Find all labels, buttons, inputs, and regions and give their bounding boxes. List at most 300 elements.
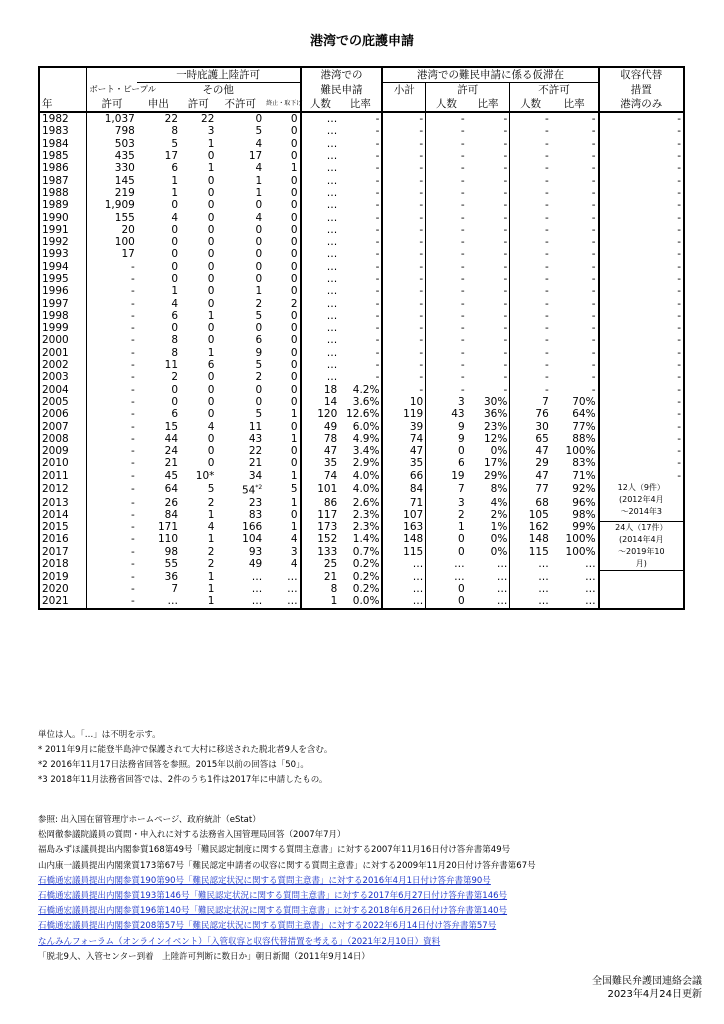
year-cell: 1982	[39, 112, 87, 125]
footnote-mark: *2	[255, 483, 263, 491]
table-cell: 22	[248, 445, 263, 458]
table-cell: -	[375, 162, 380, 175]
table-cell: 4.2%	[352, 383, 380, 396]
table-cell: 98	[164, 545, 179, 558]
table-cell: -	[591, 174, 596, 187]
table-cell: 8	[171, 125, 179, 138]
year-cell: 2001	[39, 347, 87, 359]
year-cell: 1983	[39, 125, 87, 137]
table-cell: 84	[164, 508, 179, 521]
table-cell: -	[87, 470, 137, 482]
table-cell: -	[591, 150, 596, 163]
table-cell: 14	[301, 396, 340, 408]
table-cell: …	[301, 273, 340, 285]
table-cell: -	[382, 174, 425, 186]
table-cell: -	[87, 347, 137, 359]
table-cell: 0.2%	[352, 558, 380, 571]
table-cell: -	[87, 457, 137, 469]
table-cell: -	[375, 309, 380, 322]
table-cell: 3.4%	[352, 445, 380, 458]
table-row	[39, 470, 684, 482]
table-cell: 4.9%	[352, 432, 380, 445]
table-cell: -	[503, 199, 508, 212]
table-row	[39, 496, 684, 508]
table-cell: 163	[382, 521, 425, 533]
table-cell: 1	[207, 309, 215, 322]
table-cell: 25	[301, 558, 340, 570]
table-cell: -	[426, 236, 467, 248]
table-cell: 74	[301, 470, 340, 482]
table-cell: 22	[164, 113, 179, 126]
table-cell: …	[301, 199, 340, 211]
year-cell: 1990	[39, 211, 87, 223]
table-cell: -	[375, 125, 380, 138]
table-cell: 0	[207, 273, 215, 285]
table-cell: 7	[510, 396, 551, 408]
table-cell: -	[599, 174, 684, 186]
table-cell: 49	[301, 420, 340, 432]
table-cell: 5	[255, 309, 263, 322]
table-cell: -	[87, 521, 137, 533]
table-cell: 36	[164, 570, 179, 583]
table-cell: -	[382, 310, 425, 322]
table-cell: -	[599, 112, 684, 125]
table-row	[39, 533, 684, 545]
table-cell: 45	[164, 469, 179, 482]
table-cell: -	[503, 236, 508, 249]
table-cell: -	[503, 125, 508, 138]
table-cell: 0	[207, 371, 215, 384]
table-cell: 1	[255, 174, 263, 187]
table-cell: 1	[180, 595, 216, 608]
table-row	[39, 322, 684, 334]
table-cell: 4	[290, 533, 298, 546]
header-blank	[87, 67, 137, 83]
year-cell: 1993	[39, 248, 87, 260]
year-cell: 2009	[39, 445, 87, 457]
year-header-top	[39, 67, 87, 83]
table-cell: -	[591, 137, 596, 150]
table-cell: 6	[171, 162, 179, 175]
table-cell: -	[426, 297, 467, 309]
table-cell: 8%	[490, 483, 508, 496]
table-cell: 4%	[490, 496, 508, 509]
table-cell: 1	[255, 186, 263, 199]
table-cell: 0	[171, 236, 179, 249]
table-cell: 0	[207, 260, 215, 273]
table-row	[39, 150, 684, 162]
table-cell: 4	[255, 211, 263, 224]
year-cell: 2006	[39, 408, 87, 420]
table-cell: -	[599, 384, 684, 396]
year-cell: 2015	[39, 521, 87, 533]
table-cell: -	[510, 125, 551, 137]
year-cell: 1988	[39, 187, 87, 199]
table-cell: 0	[207, 395, 215, 408]
alt-note-line: (2012年4月	[619, 494, 664, 504]
table-cell: 26	[164, 496, 179, 509]
table-cell: …	[467, 595, 510, 608]
table-cell: 0	[290, 457, 298, 470]
year-cell: 1989	[39, 199, 87, 211]
table-cell: -	[426, 359, 467, 371]
table-cell: …	[301, 211, 340, 223]
reference-link[interactable]: なんみんフォーラム（オンラインイベント）「入管収容と収容代替措置を考える」（2021年2月10日）資料	[38, 936, 441, 947]
table-cell: 77%	[572, 420, 596, 433]
year-cell: 2007	[39, 420, 87, 432]
table-cell: 1	[290, 496, 298, 509]
table-row	[39, 482, 684, 497]
table-row	[39, 457, 684, 469]
table-cell: -	[503, 359, 508, 372]
granted-header: 許可	[180, 97, 216, 112]
table-row	[39, 125, 684, 137]
port-refugee-header: 港湾での	[301, 67, 383, 83]
table-cell: 1,037	[87, 112, 137, 125]
table-cell: -	[591, 211, 596, 224]
year-cell: 1991	[39, 224, 87, 236]
table-cell: …	[251, 570, 263, 583]
table-cell: 2	[290, 297, 298, 310]
table-cell: 2	[255, 297, 263, 310]
table-cell: 0	[255, 223, 263, 236]
table-cell: …	[301, 322, 340, 334]
table-cell: -	[510, 273, 551, 285]
table-cell: -	[426, 150, 467, 162]
table-cell: -	[87, 558, 137, 570]
table-cell: 166	[242, 521, 263, 534]
table-row	[39, 371, 684, 383]
table-cell: -	[426, 322, 467, 334]
table-row	[39, 248, 684, 260]
table-row	[39, 583, 684, 595]
table-cell: 7	[171, 583, 179, 596]
year-cell: 1986	[39, 162, 87, 174]
alt-measure-header: 収容代替	[599, 67, 684, 83]
table-cell: 105	[510, 509, 551, 521]
table-cell: 0	[290, 334, 298, 347]
table-cell: -	[599, 297, 684, 309]
page-title: 港湾での庇護申請	[309, 34, 414, 49]
table-cell: …	[496, 570, 508, 583]
year-cell: 2012	[39, 482, 87, 497]
table-cell: -	[510, 371, 551, 383]
temp-landing-header: 一時庇護上陸許可	[137, 67, 301, 83]
table-cell: 0	[290, 223, 298, 236]
table-cell: 117	[301, 509, 340, 521]
footer	[592, 975, 702, 1001]
table-cell: 1	[207, 508, 215, 521]
table-cell: 0	[290, 260, 298, 273]
table-cell: 0	[290, 508, 298, 521]
table-cell: 99%	[572, 521, 596, 534]
table-cell: -	[510, 285, 551, 297]
table-cell: 4.0%	[352, 483, 380, 496]
table-cell: -	[87, 297, 137, 309]
table-cell: -	[375, 273, 380, 285]
table-cell: 0	[171, 383, 179, 396]
table-cell: 0	[290, 236, 298, 249]
table-cell: 0	[255, 273, 263, 285]
table-cell: 6	[255, 334, 263, 347]
table-cell: -	[503, 174, 508, 187]
table-cell: 3	[290, 545, 298, 558]
table-row	[39, 420, 684, 432]
table-cell: 2.3%	[352, 508, 380, 521]
table-cell: -	[591, 285, 596, 298]
table-cell: 47	[301, 445, 340, 457]
table-cell: -	[382, 199, 425, 211]
table-cell: -	[382, 347, 425, 359]
table-cell: 4	[255, 137, 263, 150]
table-cell: 66	[382, 470, 425, 482]
denied-header: 不許可	[216, 97, 264, 112]
table-cell: 0	[171, 248, 179, 261]
apply-header: 申出	[137, 97, 180, 112]
year-cell: 2005	[39, 396, 87, 408]
table-cell: 100%	[565, 545, 596, 558]
table-cell: -	[599, 334, 684, 346]
table-cell: 18	[301, 384, 340, 396]
table-cell: 0	[207, 383, 215, 396]
table-row	[39, 211, 684, 223]
table-cell: …	[264, 595, 300, 608]
table-cell: -	[599, 187, 684, 199]
references	[38, 813, 698, 965]
table-cell: -	[426, 310, 467, 322]
table-cell: 1	[207, 583, 215, 596]
table-cell: -	[510, 236, 551, 248]
table-cell: -	[87, 261, 137, 273]
table-cell: -	[382, 138, 425, 150]
year-cell: 2017	[39, 546, 87, 558]
table-row	[39, 261, 684, 273]
table-cell: …	[301, 310, 340, 322]
table-cell: -	[375, 199, 380, 212]
table-cell: 5	[207, 483, 215, 496]
table-cell: 83%	[572, 457, 596, 470]
table-cell: 435	[87, 150, 137, 162]
note-line: *3 2018年11月法務省回答では、2件のうち1件は2017年に申請したもの。	[38, 775, 328, 785]
table-cell: 1	[171, 285, 179, 298]
table-cell: …	[301, 285, 340, 297]
table-cell: 0	[290, 445, 298, 458]
table-cell: -	[426, 334, 467, 346]
table-cell: -	[503, 223, 508, 236]
table-cell: -	[87, 384, 137, 396]
table-cell: 4	[207, 521, 215, 534]
table-cell: 0	[171, 260, 179, 273]
table-cell: -	[426, 112, 467, 125]
denied-count-header: 人数	[510, 97, 551, 112]
table-cell: -	[599, 347, 684, 359]
table-cell: -	[87, 420, 137, 432]
table-cell: -	[426, 211, 467, 223]
reference-link[interactable]: 石橋通宏議員提出内閣参質196第140号「難民認定状況に関する質問主意書」に対する2018年6月26日付け答弁書第140号	[38, 906, 508, 917]
table-cell: -	[426, 138, 467, 150]
table-row	[39, 546, 684, 558]
year-cell: 2002	[39, 359, 87, 371]
table-cell: -	[503, 334, 508, 347]
table-cell: -	[375, 260, 380, 273]
table-cell: 10*	[195, 469, 215, 482]
table-cell: 47	[510, 470, 551, 482]
table-cell: -	[375, 113, 380, 126]
port-only-header: 港湾のみ	[599, 97, 684, 112]
table-cell: 1	[207, 162, 215, 175]
table-cell: 1	[207, 570, 215, 583]
table-cell: …	[510, 595, 551, 608]
table-cell: -	[591, 309, 596, 322]
table-cell: -	[599, 199, 684, 211]
table-cell: -	[591, 223, 596, 236]
table-cell: …	[301, 187, 340, 199]
table-cell: -	[510, 138, 551, 150]
table-cell: -	[510, 310, 551, 322]
table-row	[39, 445, 684, 457]
table-cell: 20	[87, 224, 137, 236]
table-cell: 2	[426, 509, 467, 521]
table-cell: 64%	[572, 408, 596, 421]
table-cell: 1	[290, 469, 298, 482]
reference-link[interactable]: 石橋通宏議員提出内閣参質190第90号「難民認定状況に関する質問主意書」に対する2016年4月1日付け答弁書第90号	[38, 875, 491, 886]
table-cell: 88%	[572, 432, 596, 445]
table-cell: -	[426, 285, 467, 297]
table-cell: -	[599, 359, 684, 371]
prov-count-header: 人数	[426, 97, 467, 112]
table-cell: …	[301, 125, 340, 137]
table-cell	[599, 570, 684, 583]
table-cell: 100%	[565, 533, 596, 546]
year-cell: 1995	[39, 273, 87, 285]
table-cell: -	[382, 334, 425, 346]
table-cell: -	[375, 359, 380, 372]
table-cell: 0	[207, 457, 215, 470]
table-cell: 0	[426, 546, 467, 558]
table-cell: 0	[290, 125, 298, 138]
table-cell: -	[510, 162, 551, 174]
table-cell: -	[599, 445, 684, 457]
table-row	[39, 384, 684, 396]
withdrawn-header: 終止・取下げ	[264, 97, 300, 112]
table-cell: 0	[290, 113, 298, 126]
year-cell: 1985	[39, 150, 87, 162]
table-cell: 11	[164, 359, 179, 372]
table-cell: -	[591, 186, 596, 199]
table-cell: 11	[248, 420, 263, 433]
table-cell: 0	[207, 432, 215, 445]
table-cell: …	[496, 583, 508, 596]
alt-note-line: 月)	[635, 558, 647, 568]
table-cell: 70%	[572, 395, 596, 408]
table-cell: -	[591, 322, 596, 335]
table-cell: 74	[382, 433, 425, 445]
table-cell: -	[599, 248, 684, 260]
year-cell: 1997	[39, 297, 87, 309]
year-cell: 1984	[39, 138, 87, 150]
table-cell: -	[591, 236, 596, 249]
table-cell: 3	[426, 496, 467, 508]
table-cell: 55	[164, 558, 179, 571]
table-cell: 2	[207, 558, 215, 571]
table-cell: 12.6%	[346, 408, 380, 421]
boat-people-header: ボート・ピープル	[87, 83, 137, 98]
table-cell: -	[599, 285, 684, 297]
year-cell: 1999	[39, 322, 87, 334]
table-cell: 1	[290, 521, 298, 534]
table-row	[39, 359, 684, 371]
table-cell: …	[301, 162, 340, 174]
table-row	[39, 297, 684, 309]
table-cell: 100%	[565, 445, 596, 458]
table-cell: 2.6%	[352, 496, 380, 509]
table-cell: 71%	[572, 469, 596, 482]
table-cell: -	[599, 420, 684, 432]
table-cell: 173	[301, 521, 340, 533]
table-cell: 0	[255, 395, 263, 408]
table-cell: 0	[290, 309, 298, 322]
table-row	[39, 334, 684, 346]
table-row	[39, 521, 684, 533]
table-cell: -	[510, 334, 551, 346]
alt-measure-note-2	[599, 521, 684, 570]
table-cell: -	[382, 297, 425, 309]
table-cell: 65	[510, 433, 551, 445]
table-cell: …	[301, 112, 340, 125]
table-cell: -	[503, 285, 508, 298]
table-cell: 43	[426, 408, 467, 420]
table-cell: 0	[171, 199, 179, 212]
table-cell: 162	[510, 521, 551, 533]
table-cell: -	[599, 211, 684, 223]
table-row	[39, 273, 684, 285]
table-cell: 119	[382, 408, 425, 420]
table-cell: -	[510, 211, 551, 223]
table-cell: 0.2%	[352, 570, 380, 583]
table-cell: 35	[301, 457, 340, 469]
table-cell: 0	[426, 533, 467, 545]
year-cell: 2000	[39, 334, 87, 346]
table-cell: 2	[171, 371, 179, 384]
cell-value: 54	[241, 484, 256, 497]
table-cell: 2	[207, 545, 215, 558]
year-cell: 2010	[39, 457, 87, 469]
table-cell: 0	[290, 359, 298, 372]
table-cell: 0	[426, 583, 467, 595]
table-cell: 21	[248, 457, 263, 470]
table-cell: 3.6%	[352, 395, 380, 408]
table-cell: 798	[87, 125, 137, 137]
alt-note-line: (2014年4月	[619, 534, 664, 544]
table-cell: 30%	[484, 395, 508, 408]
alt-note-line: 24人（17件）	[615, 522, 668, 532]
table-cell: -	[382, 236, 425, 248]
table-row	[39, 408, 684, 420]
table-cell: -	[375, 223, 380, 236]
table-cell: -	[375, 322, 380, 335]
table-cell: -	[599, 310, 684, 322]
reference-link[interactable]: 石橋通宏議員提出内閣参質208第57号「難民認定状況に関する質問主意書」に対する2022年6月14日付け答弁書第57号	[38, 921, 497, 932]
table-cell: 49	[248, 558, 263, 571]
table-cell: -	[510, 224, 551, 236]
table-cell: 4	[207, 420, 215, 433]
reference-link[interactable]: 石橋通宏議員提出内閣参質193第146号「難民認定状況に関する質問主意書」に対する2017年6月27日付け答弁書第146号	[38, 891, 508, 902]
table-cell: 6.0%	[352, 420, 380, 433]
table-cell: -	[599, 470, 684, 482]
alt-note-line: ～2014年3	[620, 506, 663, 516]
table-cell: -	[426, 162, 467, 174]
table-cell: 10	[382, 396, 425, 408]
